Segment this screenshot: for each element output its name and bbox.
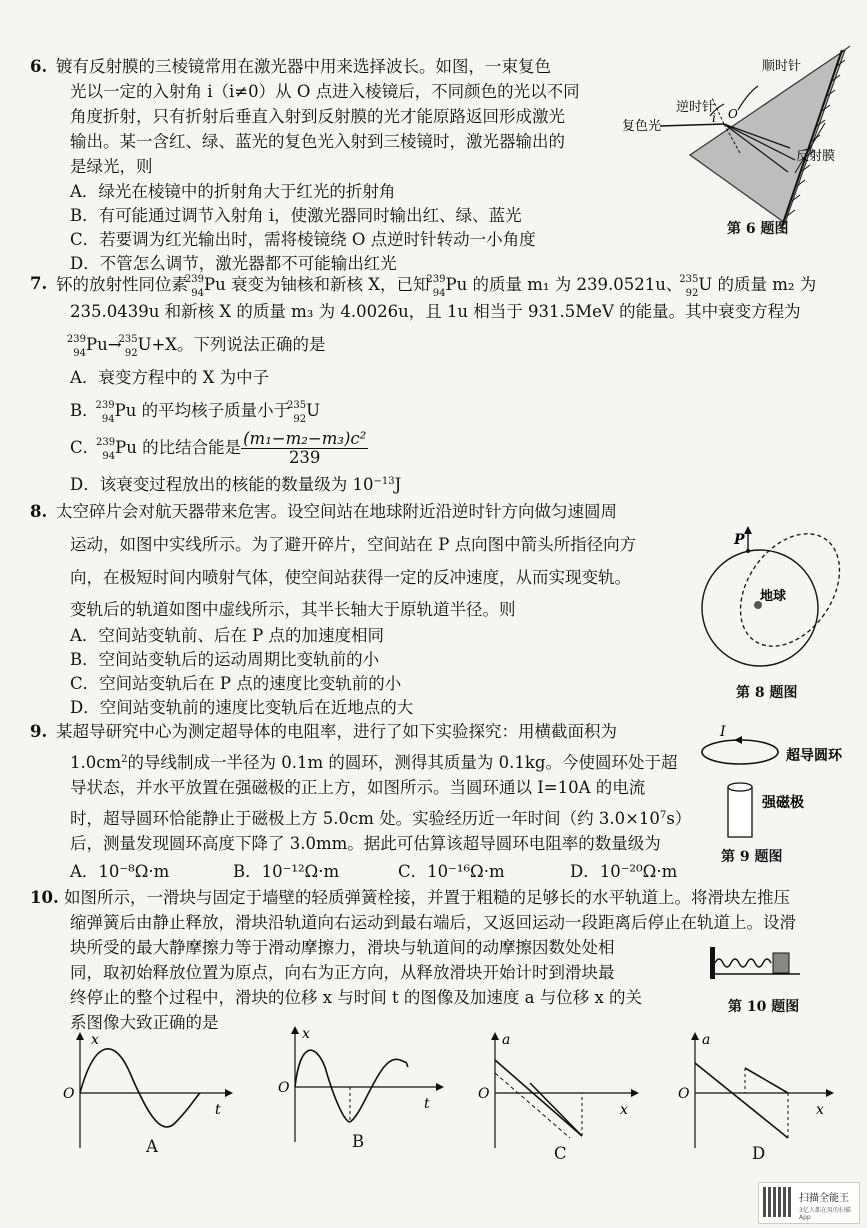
label-p: P [734,532,745,548]
q8-line-4: 变轨后的轨道如图中虚线所示，其半长轴大于原轨道半径。则 [70,600,516,619]
q9-caption: 第 9 题图 [721,849,783,865]
spring-icon [715,959,771,967]
x-label: x [620,1102,628,1118]
line-return [745,1068,788,1093]
q6-prism-figure [620,38,865,238]
q10-line-5: 终停止的整个过程中，滑块的位移 x 与时间 t 的图像及加速度 a 与位移 x 的关 [70,988,643,1007]
q7-option-c: C． 239 94 Pu 的比结合能是 $\frac{\text{(m₁−m₂−m₃)c²}}{239}$ [70,429,367,467]
q7-option-d: D．该衰变过程放出的核能的数量级为 $10^{-13}J$ [70,475,402,494]
x-label: t [215,1102,221,1118]
q10-graph-d [670,1028,850,1158]
q10-line-4: 同，取初始释放位置为原点，向右为正方向，从释放滑块开始计时到滑块最 [70,963,615,982]
q6-option-b: B．有可能通过调节入射角 i，使激光器同时输出红、绿、蓝光 [70,206,522,225]
q10-spring-figure [690,935,810,990]
y-label: a [702,1032,711,1048]
q8-line-2: 运动，如图中实线所示。为了避开碎片，空间站在 P 点向图中箭头所指径向方 [70,535,637,554]
q9-option-d: D．10⁻²⁰Ω·m [570,862,678,881]
graph-b-label: B [352,1132,365,1151]
q8-line-3: 向，在极短时间内喷射气体，使空间站获得一定的反冲速度，从而实现变轨。 [70,568,631,587]
q9-option-b: B．10⁻¹²Ω·m [233,862,340,881]
qr-code-icon [763,1187,793,1217]
label-ring: 超导圆环 [786,748,842,764]
q9-ring-figure [700,722,865,847]
clockwise-arrow-icon [738,86,758,110]
scanner-brand: 扫描全能王 [799,1193,849,1204]
q9-number: 9. [30,722,48,741]
y-label: x [91,1032,99,1048]
origin-label: O [678,1086,690,1102]
scanner-sub: 3亿人都在用的扫描App [799,1207,851,1221]
magnet-body [728,787,752,837]
q7-option-a: A．衰变方程中的 X 为中子 [70,368,270,387]
origin-label: O [278,1080,290,1096]
y-label: a [502,1032,511,1048]
q8-option-b: B．空间站变轨后的运动周期比变轨前的小 [70,650,380,669]
axis-arrow-icon [631,1089,639,1097]
prism-shape [690,50,845,223]
q6-line-2: 光以一定的入射角 i（i≠0）从 O 点进入棱镜后，不同颜色的光以不同 [70,82,580,101]
graph-d-label: D [752,1144,766,1163]
q9-line-2: $1.0cm^2$的导线制成一半径为 0.1m 的圆环，测得其质量为 0.1kg。今使圆环处于超 [70,753,678,772]
origin-label: O [478,1086,490,1102]
arrow-head-icon [744,526,752,534]
slider-block [773,953,789,973]
label-clockwise: 顺时针 [762,59,802,74]
axis-arrow-icon [76,1032,84,1040]
graph-c-label: C [554,1144,567,1163]
origin-label: O [63,1086,75,1102]
label-earth: 地球 [760,589,787,604]
q6-option-d: D．不管怎么调节，激光器都不可能输出红光 [70,254,397,273]
superconducting-ring [702,740,778,764]
q6-option-c: C．若要调为红光输出时，需将棱镜绕 O 点逆时针转动一小角度 [70,230,536,249]
q6-option-a: A．绿光在棱镜中的折射角大于红光的折射角 [70,182,396,201]
q10-line-6: 系图像大致正确的是 [70,1013,219,1032]
axis-arrow-icon [491,1032,499,1040]
q7-number: 7. [30,274,48,293]
q8-number: 8. [30,502,48,521]
q10-graph-c [470,1028,650,1158]
label-light: 复色光 [622,119,662,134]
q9-line-1: 某超导研究中心为测定超导体的电阻率，进行了如下实验探究：用横截面积为 [56,722,617,741]
curve [80,1049,200,1127]
q10-caption: 第 10 题图 [728,999,800,1015]
label-o: O [728,107,738,121]
q10-number: 10. [30,888,59,907]
isotope-pu: 239 94 [184,274,204,299]
binding-energy-fraction: $\frac{\text{(m₁−m₂−m₃)c²}}{239}$ [243,429,367,467]
q6-line-1: 镀有反射膜的三棱镜常用在激光器中用来选择波长。如图，一束复色 [56,57,551,76]
q10-line-3: 块所受的最大静摩擦力等于滑动摩擦力，滑块与轨道间的动摩擦因数处处相 [70,938,615,957]
q6-line-3: 角度折射，只有折射后垂直入射到反射膜的光才能原路返回形成激光 [70,107,565,126]
q10-line-2: 缩弹簧后由静止释放，滑块沿轨道向右运动到最右端后，又返回运动一段距离后停止在轨道上。设滑 [70,913,796,932]
q8-orbit-figure [690,520,860,680]
q9-option-c: C．10⁻¹⁶Ω·m [398,862,505,881]
line-forward [695,1063,788,1138]
q6-line-4: 输出。某一含红、绿、蓝光的复色光入射到三棱镜时，激光器输出的 [70,132,565,151]
q7-line-3: 239 94 Pu→ 235 92 U+X。下列说法正确的是 [66,334,326,359]
q8-option-d: D．空间站变轨前的速度比变轨后在近地点的大 [70,698,414,717]
q7-line-2: 235.0439u 和新核 X 的质量 m₃ 为 4.0026u，且 1u 相当于 931.5MeV 的能量。其中衰变方程为 [70,302,801,321]
q10-line-1: 如图所示，一滑块与固定于墙壁的轻质弹簧栓接，并置于粗糙的足够长的水平轨道上。将滑块左推压 [64,888,790,907]
q7-line-1: 钚的放射性同位素 239 94 Pu 衰变为铀核和新核 X，已知 239 94 Pu 的质量 m₁ 为 239.0521u、 235 92 U 的质量 m₂ 为 [56,274,817,299]
q9-option-a: A．10⁻⁸Ω·m [70,862,170,881]
q7-option-b: B． 239 94 Pu 的平均核子质量小于 235 92 U [70,400,321,425]
y-label: x [302,1026,310,1042]
q6-line-5: 是绿光，则 [70,157,153,176]
label-magnet: 强磁极 [762,795,804,811]
axis-arrow-icon [826,1089,834,1097]
point-p [746,549,750,553]
q8-caption: 第 8 题图 [736,685,798,701]
line-forward [495,1060,582,1136]
axis-arrow-icon [436,1083,444,1091]
label-current: I [720,724,726,740]
axis-arrow-icon [691,1032,699,1040]
axis-arrow-icon [291,1026,299,1034]
label-counterclockwise: 逆时针 [676,100,716,115]
q6-number: 6. [30,57,48,76]
q6-caption: 第 6 题图 [727,221,789,237]
q10-graph-a [55,1028,235,1158]
q8-line-1: 太空碎片会对航天器带来危害。设空间站在地球附近沿逆时针方向做匀速圆周 [56,502,617,521]
axis-arrow-icon [225,1089,233,1097]
magnet-top [728,783,752,791]
current-arrow-icon [734,736,742,744]
curve-left [295,1050,350,1122]
q9-line-4: 时，超导圆环恰能静止于磁极上方 5.0cm 处。实验经历近一年时间（约 $3.0\times 10^7s$） [70,809,692,828]
label-i: i [712,111,716,125]
label-film: 反射膜 [796,149,836,164]
q9-line-3: 导状态，并水平放置在强磁极的正上方，如图所示。当圆环通以 I=10A 的电流 [70,778,646,797]
q8-option-a: A．空间站变轨前、后在 P 点的加速度相同 [70,626,385,645]
scanner-badge [758,1182,860,1224]
graph-a-label: A [146,1137,158,1156]
curve-right [350,1059,408,1122]
q9-line-5: 后，测量发现圆环高度下降了 3.0mm。据此可估算该超导圆环电阻率的数量级为 [70,834,661,853]
dashed-parallel [495,1073,570,1138]
x-label: t [424,1096,430,1112]
q8-option-c: C．空间站变轨后在 P 点的速度比变轨前的小 [70,674,402,693]
x-label: x [816,1102,824,1118]
